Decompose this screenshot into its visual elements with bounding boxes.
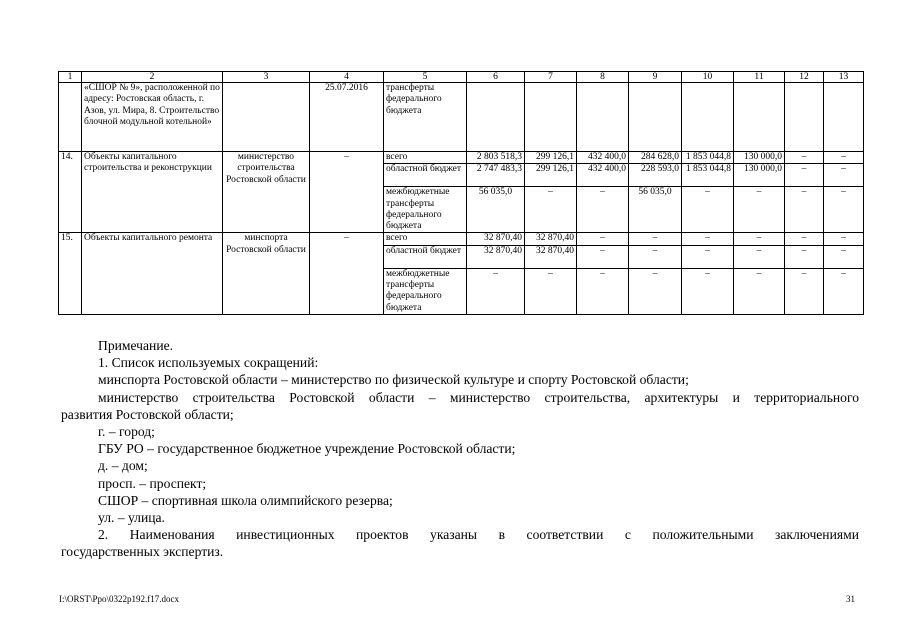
table-header-row xyxy=(59,72,864,83)
value-cell: 1 853 044,8 xyxy=(682,152,734,164)
row-number: 14. xyxy=(59,152,82,233)
funding-source: областной бюджет xyxy=(384,164,467,187)
approval-date: – xyxy=(310,233,384,314)
notes-section xyxy=(61,337,859,561)
approval-date: – xyxy=(310,152,384,233)
value-cell: 32 870,40 xyxy=(467,233,525,245)
file-path: I:\ORST\Ppo\0322p192.f17.docx xyxy=(59,594,180,604)
value-cell: 432 400,0 xyxy=(577,152,629,164)
table-row xyxy=(59,152,864,164)
funding-source: трансферты федерального бюджета xyxy=(384,83,467,152)
funding-source: областной бюджет xyxy=(384,245,467,268)
notes-item-1: 1. Список используемых сокращений: xyxy=(98,355,319,371)
value-cell: 56 035,0 xyxy=(467,187,525,233)
budget-table xyxy=(58,71,864,315)
value-cell: – xyxy=(682,268,734,314)
funding-source: межбюджетные трансферты федерального бюджета xyxy=(384,268,467,314)
value-cell: 32 870,40 xyxy=(525,245,577,268)
approval-date: 25.07.2016 xyxy=(310,83,384,152)
responsible-agency: минспорта Ростовской области xyxy=(223,233,310,314)
col-header: 8 xyxy=(577,72,629,83)
abbreviation-line: развития Ростовской области; xyxy=(61,406,234,422)
col-header: 5 xyxy=(384,72,467,83)
abbreviation-line: д. – дом; xyxy=(98,458,148,474)
col-header: 4 xyxy=(310,72,384,83)
value-cell: 299 126,1 xyxy=(525,164,577,187)
funding-source: межбюджетные трансферты федерального бюджета xyxy=(384,187,467,233)
col-header: 11 xyxy=(734,72,785,83)
abbreviation-line: министерство строительства Ростовской области – министерство строительства, архитектуры и территориального xyxy=(98,389,859,405)
value-cell: – xyxy=(734,245,785,268)
value-cell: – xyxy=(785,152,824,164)
value-cell: 2 747 483,3 xyxy=(467,164,525,187)
col-header: 9 xyxy=(629,72,682,83)
value-cell: 299 126,1 xyxy=(525,152,577,164)
col-header: 6 xyxy=(467,72,525,83)
value-cell: – xyxy=(629,245,682,268)
col-header: 13 xyxy=(824,72,864,83)
notes-title: Примечание. xyxy=(98,338,174,353)
value-cell: – xyxy=(682,245,734,268)
value-cell: – xyxy=(734,233,785,245)
value-cell: – xyxy=(824,268,864,314)
value-cell: – xyxy=(629,233,682,245)
value-cell: – xyxy=(785,268,824,314)
project-name: Объекты капитального строительства и реконструкции xyxy=(82,152,223,233)
value-cell: – xyxy=(734,268,785,314)
responsible-agency: министерство строительства Ростовской области xyxy=(223,152,310,233)
value-cell: 1 853 044,8 xyxy=(682,164,734,187)
value-cell: – xyxy=(682,233,734,245)
abbreviation-line: минспорта Ростовской области – министерство по физической культуре и спорту Ростовской области; xyxy=(98,372,689,388)
value-cell: – xyxy=(734,187,785,233)
value-cell: 32 870,40 xyxy=(467,245,525,268)
col-header: 7 xyxy=(525,72,577,83)
value-cell: – xyxy=(629,268,682,314)
row-number: 15. xyxy=(59,233,82,314)
value-cell: – xyxy=(824,164,864,187)
value-cell: 284 628,0 xyxy=(629,152,682,164)
col-header: 12 xyxy=(785,72,824,83)
col-header: 10 xyxy=(682,72,734,83)
value-cell: 432 400,0 xyxy=(577,164,629,187)
funding-source: всего xyxy=(384,152,467,164)
abbreviation-line: г. – город; xyxy=(98,424,155,440)
value-cell: 228 593,0 xyxy=(629,164,682,187)
value-cell: – xyxy=(577,268,629,314)
value-cell: – xyxy=(577,245,629,268)
col-header: 3 xyxy=(223,72,310,83)
value-cell: 32 870,40 xyxy=(525,233,577,245)
value-cell: – xyxy=(824,245,864,268)
abbreviation-line: просп. – проспект; xyxy=(98,475,207,491)
abbreviation-line: ул. – улица. xyxy=(98,510,165,526)
abbreviation-line: ГБУ РО – государственное бюджетное учреждение Ростовской области; xyxy=(98,441,516,457)
value-cell: – xyxy=(682,187,734,233)
funding-source: всего xyxy=(384,233,467,245)
value-cell: 56 035,0 xyxy=(629,187,682,233)
notes-item-2-continued: государственных экспертиз. xyxy=(61,544,224,560)
value-cell: – xyxy=(824,152,864,164)
value-cell: – xyxy=(577,187,629,233)
project-name: Объекты капитального ремонта xyxy=(82,233,223,314)
value-cell: 130 000,0 xyxy=(734,152,785,164)
value-cell: – xyxy=(525,187,577,233)
value-cell: 2 803 518,3 xyxy=(467,152,525,164)
abbreviation-line: СШОР – спортивная школа олимпийского резерва; xyxy=(98,492,393,508)
col-header: 2 xyxy=(82,72,223,83)
page-number: 31 xyxy=(846,594,855,604)
table-row xyxy=(59,83,864,152)
value-cell: 130 000,0 xyxy=(734,164,785,187)
project-name: «СШОР № 9», расположенной по адресу: Ростовская область, г. Азов, ул. Мира, 8. Строительство блочной модульной котельной» xyxy=(82,83,223,152)
value-cell: – xyxy=(577,233,629,245)
value-cell: – xyxy=(824,233,864,245)
value-cell: – xyxy=(785,233,824,245)
value-cell: – xyxy=(824,187,864,233)
value-cell: – xyxy=(467,268,525,314)
value-cell: – xyxy=(785,187,824,233)
value-cell: – xyxy=(785,245,824,268)
value-cell: – xyxy=(785,164,824,187)
value-cell: – xyxy=(525,268,577,314)
col-header: 1 xyxy=(59,72,82,83)
table-row xyxy=(59,233,864,245)
notes-item-2: 2. Наименования инвестиционных проектов указаны в соответствии с положительными заключениями xyxy=(98,527,859,543)
